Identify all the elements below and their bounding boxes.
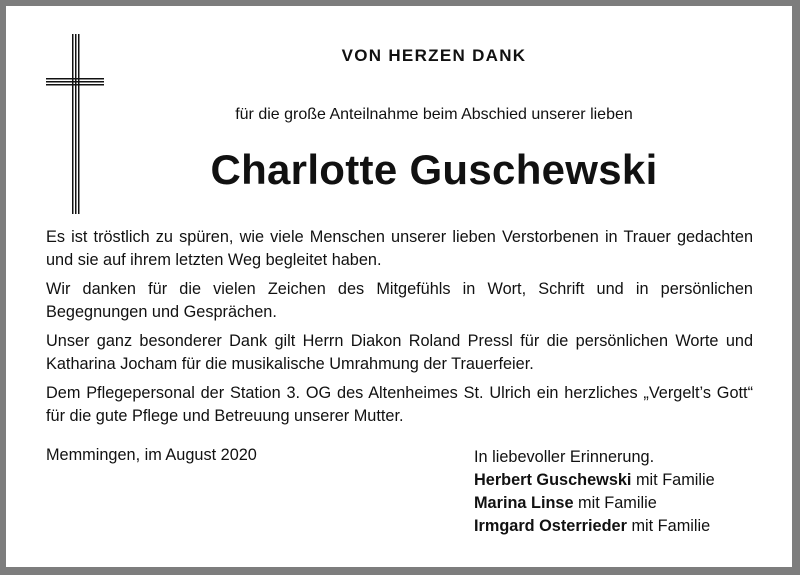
cross-icon [46, 34, 110, 214]
signer-line [474, 469, 715, 492]
signers-block [474, 446, 715, 538]
signer-suffix: mit Familie [573, 494, 657, 512]
signer-line [474, 492, 715, 515]
obituary-card [6, 6, 792, 567]
paragraph: Wir danken für die vielen Zeichen des Mitgefühls in Wort, Schrift und in persönlichen Begegnungen und Gesprächen. [46, 280, 753, 321]
signer-name: Herbert Guschewski [474, 471, 632, 489]
paragraph: Unser ganz besonderer Dank gilt Herrn Diakon Roland Pressl für die persönlichen Worte und Katharina Jocham für die musikalische Umrahmung der Trauerfeier. [46, 332, 753, 373]
signer-name: Marina Linse [474, 494, 574, 512]
place-date: Memmingen, im August 2020 [46, 446, 257, 464]
signer-suffix: mit Familie [631, 471, 715, 489]
closing-line: In liebevoller Erinnerung. [474, 448, 655, 466]
paragraph: Es ist tröstlich zu spüren, wie viele Menschen unserer lieben Verstorbenen in Trauer gedachten und sie auf ihrem letzten Weg begleitet haben. [46, 228, 753, 269]
deceased-name: Charlotte Guschewski [210, 146, 658, 193]
signer-suffix: mit Familie [626, 517, 711, 535]
paragraph: Dem Pflegepersonal der Station 3. OG des Altenheimes St. Ulrich ein herzliches „Vergelt’s Gott“ für die gute Pflege und Betreuung unserer Mutter. [46, 384, 753, 425]
notice-heading: VON HERZEN DANK [341, 46, 527, 65]
body-text [46, 226, 753, 434]
signer-line [474, 515, 715, 538]
intro-line: für die große Anteilnahme beim Abschied unserer lieben [235, 106, 633, 123]
signer-name: Irmgard Osterrieder [474, 517, 627, 535]
